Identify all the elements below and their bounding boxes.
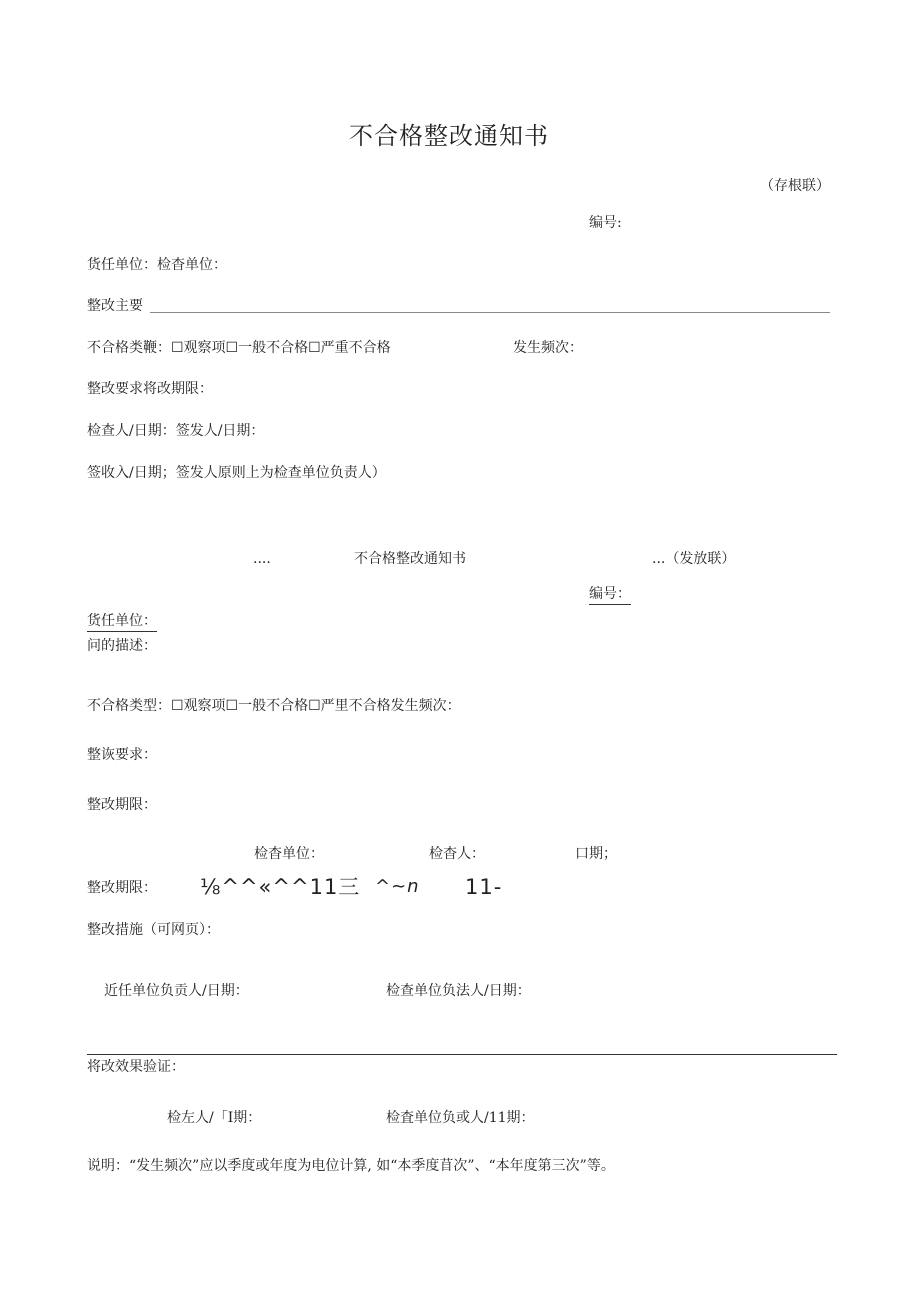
issued-date-label: 口期； [575,846,617,862]
issued-serial-label: 编号： [589,585,631,605]
issued-description-label: 问的描述： [87,638,157,654]
issued-type-line: 不合格类型：☐观察项☐一般不合格☐严里不合格发生频次： [87,698,461,714]
issued-legal-label: 检查单位负法人/日期： [386,983,531,999]
garbled-text-c: 11- [465,875,503,899]
stub-type-line: 不合格类鞭：☐观察项☐一般不合格☐严重不合格 [87,340,391,356]
issued-measures-label: 整改措施（可网页）： [87,922,220,938]
garbled-text-a: ⅛^^«^^11三 [200,875,361,899]
stub-inspector-line: 检查人/日期：签发人/日期： [87,423,265,439]
stub-frequency-label: 发生频次： [513,340,583,356]
issued-deadline2-label: 整改期限： [87,880,157,896]
garbled-text-b: ^~n [375,876,420,897]
stub-content-label: 整改主要 [87,298,143,314]
section-divider [87,1054,837,1055]
issued-verify-unit-label: 检査单位负或人/11期： [386,1110,535,1126]
stub-copy-label: （存根联） [760,178,830,194]
stub-title: 不合格整改通知书 [349,122,549,150]
issued-check-unit-label: 检杳单位： [254,846,324,862]
issued-deadline-label: 整改期限： [87,797,157,813]
footnote: 说明：“发生频次”应以季度或年度为电位计算, 如“本季度苜次”、“本年度第三次”等。 [87,1158,615,1174]
stub-unit-line: 货任单位：检杳单位： [87,257,227,273]
issued-title: 不合格整改通知书 [354,551,466,567]
issued-responsible-label: 近任单位负贡人/日期： [104,983,249,999]
stub-serial-label: 编号: [589,215,622,231]
issued-copy-label: ...（发放联） [652,551,736,567]
stub-receiver-line: 签收入/日期；签发人原则上为检查单位负责人） [87,465,386,481]
issued-verifier-label: 检左人/「Ⅰ期： [167,1110,262,1126]
issued-unit-label: 货任单位： [87,612,157,632]
stub-requirement-line: 整改要求将改期限： [87,381,213,397]
issued-requirement-label: 整诙要求： [87,747,157,763]
issued-checker-label: 检杳人： [429,846,485,862]
stub-content-underline [150,312,830,313]
issued-verify-label: 将改效果验证： [87,1059,185,1075]
issued-dots-left: .... [253,551,271,567]
